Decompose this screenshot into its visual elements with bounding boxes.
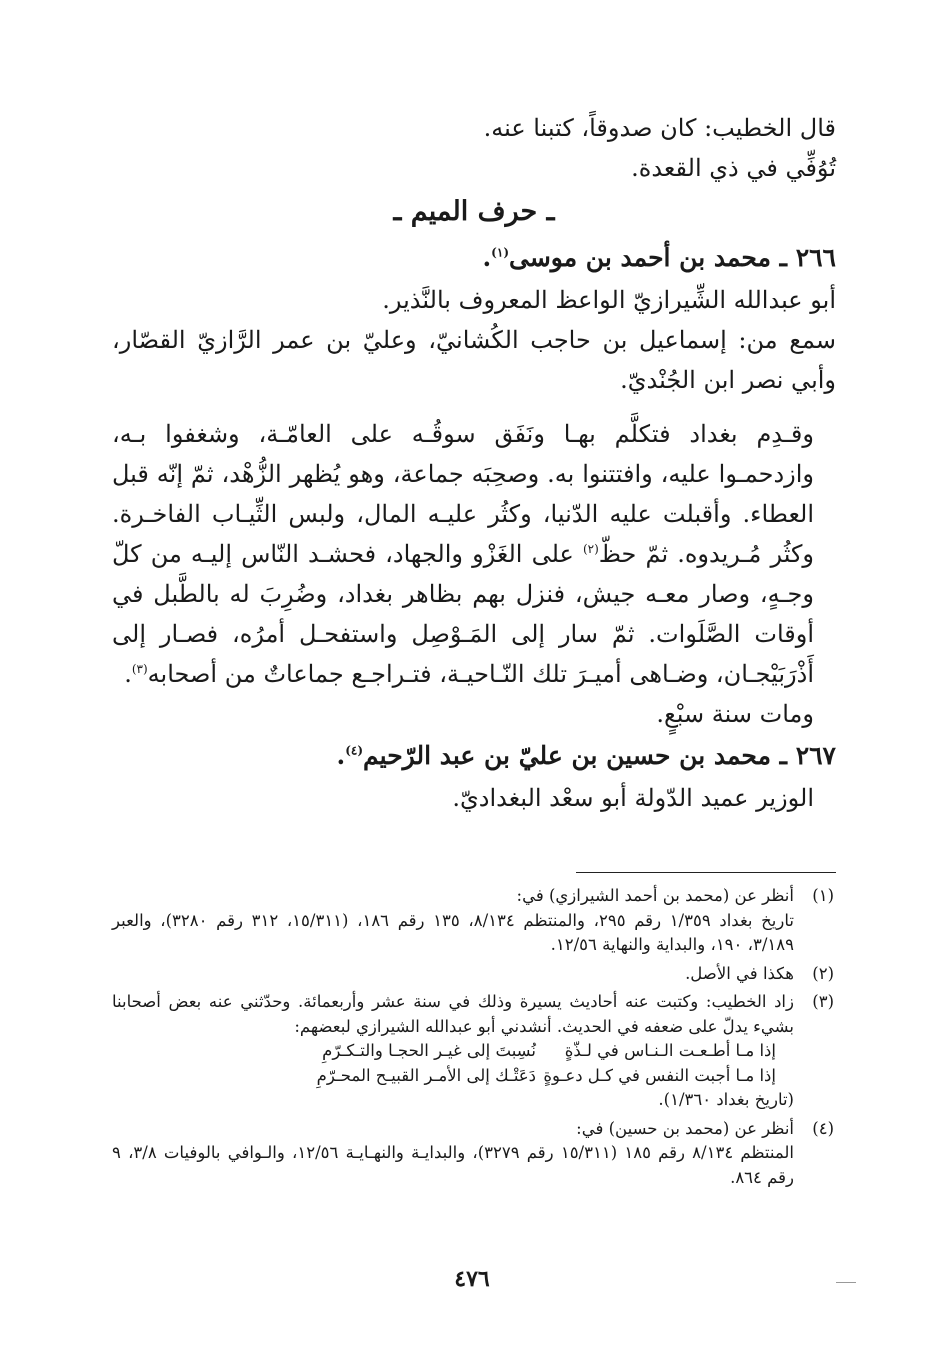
footnote-line: تاريخ بغداد ١/٣٥٩ رقم ٢٩٥، والمنتظم ٨/١٣٤، ١٣٥ رقم ١٨٦، (١٥/٣١١، ٣١٢ رقم ٣٢٨٠)، والعبر ٣/١٨٩، ١٩٠، والبداية والنهاية ١٢/٥٦. xyxy=(112,910,794,954)
entry-266-title-text: ٢٦٦ ـ محمد بن أحمد بن موسى xyxy=(509,243,836,272)
verse-hemistich: إذا مـا أطـعـت الـنـاس في لـذّةٍ xyxy=(564,1041,776,1060)
footnote-line: زاد الخطيب: وكتبت عنه أحاديث يسيرة وذلك في سنة عشر وأربعمائة. وحدّثني عنه بعض أصحابنا بشيء يدلّ على ضعفه في الحديث. أنشدني أبو عبدالله الشيرازي لبعضهم: xyxy=(112,992,794,1036)
footnote-line: المنتظم ٨/١٣٤ رقم ١٨٥ (١٥/٣١١ رقم ٣٢٧٩)، والبدايـة والنهـايـة ١٢/٥٦، والـوافي بالوفيات ٣/٨، ٩ رقم ٨٦٤. xyxy=(112,1143,795,1187)
entry-266-title xyxy=(112,236,836,280)
footnote-ref-4[interactable]: (٤) xyxy=(345,743,364,758)
footnote-number: (٢) xyxy=(812,963,834,983)
section-heading: ـ حرف الميم ـ xyxy=(393,196,555,227)
entry-267-title-end: . xyxy=(336,741,346,770)
footnote-4 xyxy=(112,1117,834,1191)
entry-266-death: ومات سنة سبْعٍ. xyxy=(656,700,814,728)
footnote-3 xyxy=(112,990,834,1113)
footnotes xyxy=(112,884,834,1194)
entry-266-bio xyxy=(112,414,836,694)
margin-mark xyxy=(836,1282,856,1283)
bio-part-c: . xyxy=(124,660,132,688)
entry-267-title xyxy=(112,734,836,778)
entry-266-title-end: . xyxy=(482,243,492,272)
footnote-number: (٣) xyxy=(812,992,834,1011)
footnote-line: أنظر عن (محمد بن أحمد الشيرازي) في: xyxy=(516,886,794,905)
footnote-source: (تاريخ بغداد ١/٣٦٠). xyxy=(658,1090,794,1109)
bio-part-b: على الغَزْو والجهاد، فحشـد النّاس إليـه من كلّ وجـهٍ، وصار معـه جيش، فنزل بهم بظاهر بغداد، وضُرِبَ له بالطَّبل في أوقات الصَّلَوات. ثمّ سار إلى المَـوْصِل واستفحـل أمرُه، فصـار إلى أَذْرَبَيْجـان، وضـاهى أميـرَ تلك النّـاحيـة، فتـراجـع جماعاتٌ من أصحابه xyxy=(112,540,814,688)
entry-267-desc: الوزير عميد الدّولة أبو سعْد البغداديّ. xyxy=(452,784,814,812)
footnote-number: (١) xyxy=(812,886,834,905)
entry-267-title-text: ٢٦٧ ـ محمد بن حسين بن عليّ بن عبد الرّحيم xyxy=(363,741,836,770)
entry-266-desc: أبو عبدالله الشِّيرازيّ الواعظ المعروف بالنَّذير. xyxy=(382,286,836,314)
poem-verse xyxy=(112,1039,794,1064)
footnote-line: أنظر عن (محمد بن حسين) في: xyxy=(576,1118,794,1138)
entry-266-heard: سمع من: إسماعيل بن حاجب الكُشانيّ، وعليّ بن عمر الرَّازيّ القصّار، وأبي نصر ابن الجُنْديّ. xyxy=(112,326,836,394)
footnote-ref-2[interactable]: (٢) xyxy=(582,542,599,556)
footnote-divider xyxy=(576,872,836,873)
verse-hemistich: دَعَتْـك إلى الأمـر القبيـح المحـرّمِ xyxy=(316,1065,536,1085)
khatib-quote: قال الخطيب: كان صدوقاً، كتبنا عنه. xyxy=(483,114,836,142)
page-number: ٤٧٦ xyxy=(454,1266,490,1292)
death-note: تُوُفِّي في ذي القعدة. xyxy=(631,154,836,182)
poem-verse xyxy=(112,1064,794,1089)
verse-hemistich: إذا مـا أجبت النفس في كـل دعـوةٍ xyxy=(543,1065,776,1085)
footnote-ref-1[interactable]: (١) xyxy=(491,245,509,260)
footnote-ref-3[interactable]: (٣) xyxy=(131,662,148,676)
footnote-number: (٤) xyxy=(812,1118,834,1138)
footnote-line: هكذا في الأصل. xyxy=(685,963,794,983)
bio-part-a: وقـدِم بغداد فتكلَّم بهـا ونَفَق سوقُـه على العامّـة، وشغفوا بـه، وازدحمـوا عليه، وافتتنوا به. وصحِبَه جماعة، وهو يُظهر الزُّهْد، ثمّ إنّه قبل العطاء. وأقبلت عليه الدّنيا، وكثُر عليـه المال، ولبس الثِّيـاب الفاخـرة. وكثُر مُـريدوه. ثمّ حظّ xyxy=(112,420,815,568)
footnote-2 xyxy=(112,962,834,987)
footnote-1 xyxy=(112,884,834,958)
verse-hemistich: نُسِبتَ إلى غيـر الحجـا والتـكـرّمِ xyxy=(322,1041,536,1060)
main-text xyxy=(112,108,836,818)
